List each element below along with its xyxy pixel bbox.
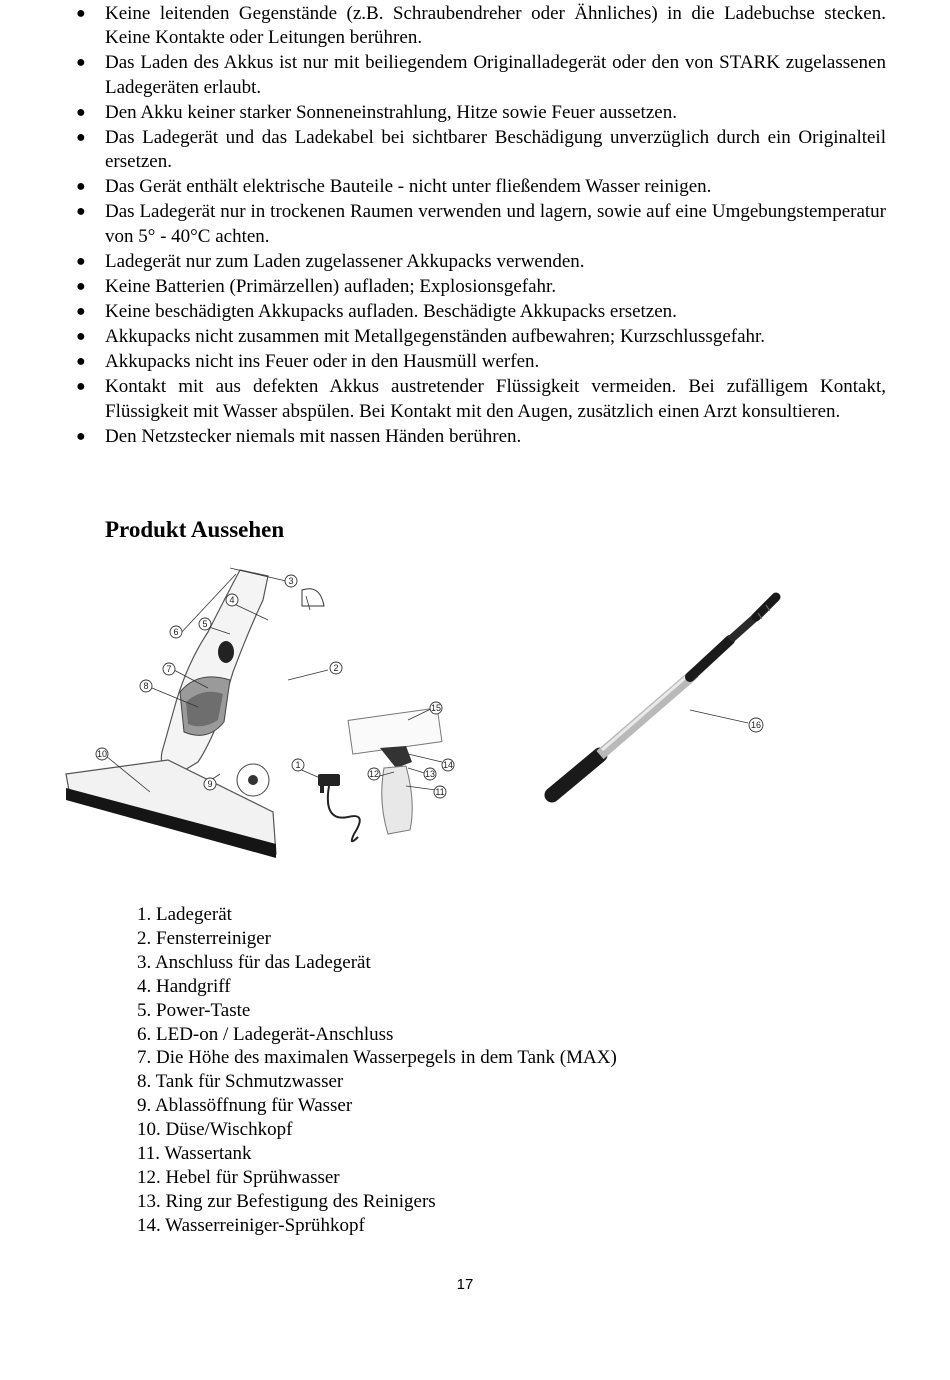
parts-list-item: 2. Fensterreiniger	[137, 927, 272, 949]
bullet-dot: ●	[76, 353, 86, 371]
bullet-text: Das Gerät enthält elektrische Bauteile - nicht unter fließendem Wasser reinigen.	[105, 176, 712, 198]
callout-label: 8	[143, 681, 149, 691]
parts-list-item: 9. Ablassöffnung für Wasser	[137, 1095, 353, 1117]
bullet-dot: ●	[76, 427, 86, 445]
safety-bullet	[70, 300, 886, 324]
bullet-dot: ●	[76, 178, 86, 196]
bullet-text: Das Laden des Akkus ist nur mit beiliegendem Originalladegerät oder den von STARK zugelassenen Ladegeräten erlaubt.	[105, 52, 886, 98]
parts-list-item: 12. Hebel für Sprühwasser	[137, 1166, 340, 1188]
bullet-dot: ●	[76, 103, 86, 121]
bullet-text: Das Ladegerät und das Ladekabel bei sichtbarer Beschädigung unverzüglich durch ein Originalteil ersetzen.	[105, 126, 886, 173]
callout-label: 14	[442, 760, 454, 770]
bullet-dot: ●	[76, 54, 86, 72]
parts-list-item: 5. Power-Taste	[137, 999, 251, 1021]
safety-bullet	[70, 175, 886, 199]
callout-label: 5	[202, 619, 208, 629]
bullet-dot: ●	[76, 5, 86, 22]
page-number: 17	[456, 1276, 474, 1293]
callout-label: 16	[750, 720, 762, 730]
callout-label: 10	[96, 749, 108, 759]
bullet-dot: ●	[76, 378, 86, 396]
parts-list-item: 11. Wassertank	[137, 1143, 252, 1165]
safety-bullet	[70, 200, 886, 249]
bullet-text: Keine Batterien (Primärzellen) aufladen; Explosionsgefahr.	[105, 275, 557, 297]
safety-bullet	[70, 250, 886, 274]
callout-label: 2	[333, 663, 339, 673]
parts-list-item: 7. Die Höhe des maximalen Wasserpegels in dem Tank (MAX)	[137, 1047, 617, 1069]
extension-pole-drawing	[552, 597, 776, 795]
parts-list-item: 6. LED-on / Ladegerät-Anschluss	[137, 1023, 394, 1045]
bullet-dot: ●	[76, 302, 86, 320]
extension-pole-illustration	[530, 585, 790, 815]
bullet-dot: ●	[76, 328, 86, 346]
bullet-dot: ●	[76, 252, 86, 270]
bullet-text: Den Akku keiner starker Sonneneinstrahlung, Hitze sowie Feuer aussetzen.	[105, 101, 677, 123]
safety-bullet	[70, 2, 886, 51]
safety-bullet	[70, 325, 886, 349]
bullet-text: Akkupacks nicht zusammen mit Metallgegenständen aufbewahren; Kurzschlussgefahr.	[105, 326, 766, 348]
bullet-dot: ●	[76, 203, 86, 221]
safety-bullet	[70, 375, 886, 424]
section-heading: Produkt Aussehen	[105, 517, 285, 542]
safety-bullet	[70, 126, 886, 175]
safety-bullet	[70, 275, 886, 299]
safety-bullet	[70, 51, 886, 100]
bullet-text: Keine leitenden Gegenstände (z.B. Schraubendreher oder Ähnliches) in die Ladebuchse stecken. Keine Kontakte oder Leitungen berühren.	[105, 3, 886, 49]
bullet-text: Keine beschädigten Akkupacks aufladen. Beschädigte Akkupacks ersetzen.	[105, 300, 677, 322]
bullet-dot: ●	[76, 128, 86, 146]
parts-list	[137, 903, 617, 1238]
parts-list-item: 13. Ring zur Befestigung des Reinigers	[137, 1190, 436, 1212]
charger-drawing	[318, 774, 360, 841]
callout-label: 7	[166, 664, 172, 674]
safety-bullet	[70, 101, 886, 125]
callout-label: 11	[435, 787, 445, 797]
bullet-text: Den Netzstecker niemals mit nassen Händen berühren.	[105, 425, 522, 447]
parts-list-item: 14. Wasserreiniger-Sprühkopf	[137, 1214, 365, 1236]
safety-bullet	[70, 350, 886, 374]
window-vacuum-drawing	[66, 570, 324, 858]
callout-label: 13	[424, 769, 436, 779]
callout-label: 15	[430, 703, 442, 713]
bullet-text: Kontakt mit aus defekten Akkus austretender Flüssigkeit vermeiden. Bei zufälligem Kontakt, Flüssigkeit mit Wasser abspülen. Bei Kontakt mit den Augen, zusätzlich einen Arzt konsultieren.	[105, 376, 886, 422]
callout-label: 1	[295, 760, 301, 770]
callout-label: 6	[173, 627, 179, 637]
parts-list-item: 10. Düse/Wischkopf	[137, 1119, 293, 1141]
parts-list-item: 4. Handgriff	[137, 975, 231, 997]
callout-label: 4	[229, 595, 235, 605]
bullet-dot: ●	[76, 277, 86, 295]
parts-list-item: 3. Anschluss für das Ladegerät	[137, 951, 371, 973]
parts-list-item: 1. Ladegerät	[137, 904, 232, 925]
parts-list-item: 8. Tank für Schmutzwasser	[137, 1071, 344, 1093]
safety-bullet-list	[70, 2, 886, 450]
bullet-text: Ladegerät nur zum Laden zugelassener Akkupacks verwenden.	[105, 250, 585, 272]
callout-label: 9	[207, 779, 213, 789]
safety-bullet	[70, 425, 886, 449]
bullet-text: Das Ladegerät nur in trockenen Raumen verwenden und lagern, sowie auf eine Umgebungstemperatur von 5° - 40°C achten.	[105, 201, 886, 247]
product-illustration	[58, 562, 468, 872]
callout-label: 12	[368, 769, 380, 779]
bullet-text: Akkupacks nicht ins Feuer oder in den Hausmüll werfen.	[105, 351, 540, 373]
callout-label: 3	[288, 576, 294, 586]
